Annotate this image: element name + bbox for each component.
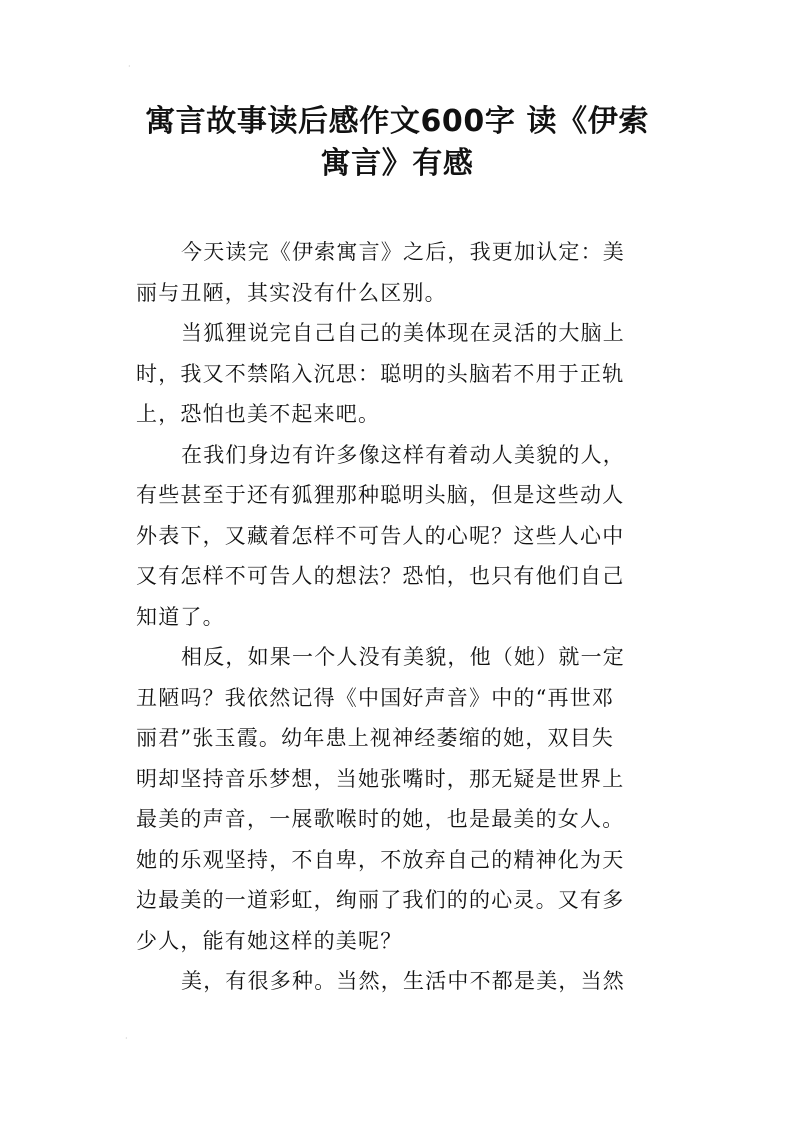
paragraph-1-line-2: 丽与丑陋，其实没有什么区别。 bbox=[136, 280, 447, 305]
corner-mark-top-left: · bbox=[128, 62, 131, 71]
paragraph-4-line-4: 明却坚持音乐梦想，当她张嘴时，那无疑是世界上 bbox=[136, 766, 625, 791]
paragraph-3-line-2: 有些甚至于还有狐狸那种聪明头脑，但是这些动人 bbox=[136, 483, 625, 507]
paragraph-5-line-1: 美，有很多种。当然，生活中不都是美，当然 bbox=[181, 969, 625, 993]
paragraph-4-line-7: 边最美的一道彩虹，绚丽了我们的的心灵。又有多 bbox=[136, 888, 625, 912]
paragraph-4-line-3: 丽君”张玉霞。幼年患上视神经萎缩的她，双目失 bbox=[136, 726, 615, 750]
paragraph-3-line-1: 在我们身边有许多像这样有着动人美貌的人， bbox=[181, 442, 625, 467]
paragraph-2-line-1: 当狐狸说完自己自己的美体现在灵活的大脑上 bbox=[181, 321, 625, 345]
paragraph-4-line-1: 相反，如果一个人没有美貌，他（她）就一定 bbox=[181, 645, 625, 669]
paragraph-1-line-1: 今天读完《伊索寓言》之后，我更加认定：美 bbox=[181, 240, 625, 264]
corner-mark-bottom-left: · bbox=[125, 1034, 128, 1043]
paragraph-4-line-8: 少人，能有她这样的美呢？ bbox=[136, 928, 403, 953]
paragraph-4-line-6: 她的乐观坚持，不自卑，不放弃自己的精神化为天 bbox=[136, 847, 625, 872]
title-line-2: 寓言》有感 bbox=[320, 146, 474, 181]
paragraph-2-line-3: 上，恐怕也美不起来吧。 bbox=[136, 402, 381, 426]
document-title bbox=[125, 101, 669, 185]
title-line-1: 寓言故事读后感作文600字 读《伊索 bbox=[145, 104, 649, 139]
paragraph-2-line-2: 时，我又不禁陷入沉思：聪明的头脑若不用于正轨 bbox=[136, 361, 625, 386]
paragraph-3-line-5: 知道了。 bbox=[136, 604, 225, 629]
paragraph-3-line-3: 外表下，又藏着怎样不可告人的心呢？这些人心中 bbox=[136, 523, 625, 548]
article-body bbox=[136, 232, 660, 1002]
paragraph-4-line-5: 最美的声音，一展歌喉时的她，也是最美的女人。 bbox=[136, 807, 625, 831]
paragraph-3-line-4: 又有怎样不可告人的想法？恐怕，也只有他们自己 bbox=[136, 564, 625, 588]
paragraph-4-line-2: 丑陋吗？我依然记得《中国好声音》中的“再世邓 bbox=[136, 685, 615, 710]
